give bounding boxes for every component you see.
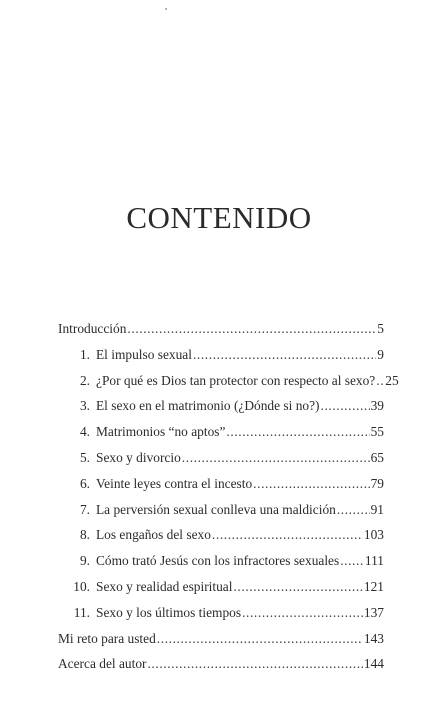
dot-leader — [226, 424, 369, 440]
toc-entry-page: 5 — [377, 321, 384, 336]
chapter-number: 10. — [73, 578, 90, 594]
toc-entry-introduccion — [58, 321, 384, 347]
toc-entry-chapter-1 — [58, 347, 384, 373]
chapter-page: 111 — [364, 553, 384, 569]
page-speck — [165, 8, 167, 10]
chapter-title: Veinte leyes contra el incesto — [96, 475, 253, 491]
dot-leader — [242, 605, 363, 621]
chapter-page: 103 — [363, 527, 384, 543]
chapter-page: 25 — [385, 372, 399, 388]
chapter-title: Los engaños del sexo — [96, 527, 211, 543]
toc-entry-chapter-7 — [58, 502, 384, 528]
chapter-page: 137 — [363, 604, 384, 620]
chapter-number: 1. — [79, 346, 90, 362]
page-title: CONTENIDO — [126, 200, 312, 235]
dot-leader — [337, 502, 370, 518]
chapter-number: 5. — [79, 449, 90, 465]
dot-leader — [376, 373, 384, 389]
chapter-page: 91 — [370, 501, 384, 517]
dot-leader — [182, 450, 370, 466]
chapter-title: El impulso sexual — [96, 346, 192, 362]
chapter-title: Sexo y realidad espiritual — [96, 578, 233, 594]
toc-entry-chapter-10 — [58, 579, 384, 605]
toc-entry-chapter-8 — [58, 527, 384, 553]
toc-entry-page: 144 — [363, 656, 384, 672]
dot-leader — [193, 347, 376, 363]
chapter-page: 39 — [370, 398, 384, 414]
chapter-page: 79 — [370, 475, 384, 491]
chapter-page: 55 — [370, 424, 384, 440]
toc-entry-chapter-6 — [58, 476, 384, 502]
chapter-page: 9 — [377, 346, 384, 362]
toc-entry-page: 143 — [363, 630, 384, 646]
dot-leader — [340, 553, 364, 569]
chapter-number: 11. — [73, 604, 90, 620]
dot-leader — [253, 476, 369, 492]
chapter-title: Sexo y divorcio — [96, 449, 181, 465]
chapter-title: Matrimonios “no aptos” — [96, 424, 226, 440]
dot-leader — [127, 321, 376, 337]
chapter-title: Sexo y los últimos tiempos — [96, 604, 242, 620]
toc-entry-chapter-2 — [58, 372, 399, 399]
chapter-title: La perversión sexual conlleva una maldición — [96, 501, 336, 517]
toc-entry-chapter-9 — [58, 553, 384, 579]
chapter-page: 65 — [370, 449, 384, 465]
chapter-number: 7. — [79, 501, 90, 517]
chapter-title: Cómo trató Jesús con los infractores sexuales — [96, 553, 340, 569]
chapter-title: El sexo en el matrimonio (¿Dónde si no?) — [96, 398, 320, 414]
chapter-number: 9. — [79, 553, 90, 569]
toc-entry-reto — [58, 631, 384, 657]
chapter-number: 3. — [79, 398, 90, 414]
toc-entry-label: Acerca del autor — [58, 656, 147, 672]
dot-leader — [157, 631, 363, 647]
toc-entry-chapter-3 — [58, 398, 384, 424]
toc-entry-autor — [58, 656, 384, 682]
toc-entry-chapter-4 — [58, 424, 384, 450]
chapter-page: 121 — [363, 578, 384, 594]
dot-leader — [147, 656, 362, 672]
dot-leader — [233, 579, 362, 595]
chapter-title: ¿Por qué es Dios tan protector con respecto al sexo? — [96, 372, 376, 388]
chapter-number: 2. — [79, 372, 90, 388]
chapter-number: 4. — [79, 424, 90, 440]
chapter-number: 8. — [79, 527, 90, 543]
dot-leader — [212, 527, 363, 543]
toc-entry-label: Mi reto para usted — [58, 630, 156, 646]
toc-entry-label: Introducción — [58, 321, 127, 336]
toc-entry-chapter-11 — [58, 605, 384, 631]
chapter-number: 6. — [79, 475, 90, 491]
dot-leader — [321, 398, 370, 414]
toc-entry-chapter-5 — [58, 450, 384, 476]
table-of-contents — [58, 321, 399, 682]
